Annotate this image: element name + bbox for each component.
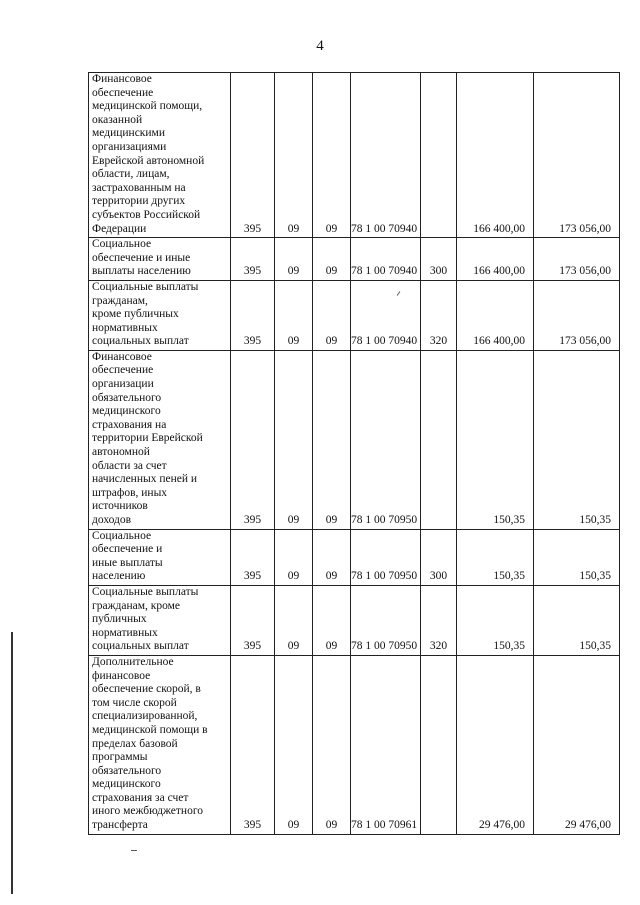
table-row <box>89 238 620 281</box>
cell-rz: 09 <box>275 73 313 238</box>
cell-pr: 09 <box>313 585 351 655</box>
cell-vr <box>421 73 457 238</box>
row-name: Социальное обеспечение и иные выплаты населению <box>89 529 231 585</box>
cell-csr: 78 1 00 70961 <box>351 655 421 834</box>
cell-rz: 09 <box>275 238 313 281</box>
cell-pr: 09 <box>313 280 351 350</box>
budget-table <box>88 72 620 835</box>
cell-vr: 300 <box>421 529 457 585</box>
cell-ved: 395 <box>231 655 275 834</box>
cell-ved: 395 <box>231 585 275 655</box>
cell-pr: 09 <box>313 238 351 281</box>
table-row <box>89 73 620 238</box>
cell-vr: 320 <box>421 280 457 350</box>
cell-vr <box>421 655 457 834</box>
cell-pr: 09 <box>313 529 351 585</box>
cell-ved: 395 <box>231 529 275 585</box>
cell-sum-1: 29 476,00 <box>457 655 534 834</box>
cell-ved: 395 <box>231 73 275 238</box>
cell-vr: 300 <box>421 238 457 281</box>
table-row <box>89 585 620 655</box>
table-body <box>89 73 620 835</box>
cell-sum-2: 150,35 <box>534 350 620 529</box>
cell-rz: 09 <box>275 655 313 834</box>
cell-csr: 78 1 00 70940 <box>351 73 421 238</box>
table-row <box>89 280 620 350</box>
row-name: Социальные выплаты гражданам, кроме публичных нормативных социальных выплат <box>89 280 231 350</box>
cell-sum-2: 150,35 <box>534 529 620 585</box>
cell-sum-1: 166 400,00 <box>457 280 534 350</box>
cell-rz: 09 <box>275 350 313 529</box>
cell-csr: 78 1 00 70950 <box>351 585 421 655</box>
cell-sum-1: 166 400,00 <box>457 73 534 238</box>
table-row <box>89 529 620 585</box>
row-name: Финансовое обеспечение организации обязательного медицинского страхования на территории Еврейской автономной области за счет начисленных пеней и штрафов, иных источников доходов <box>89 350 231 529</box>
cell-sum-1: 150,35 <box>457 529 534 585</box>
page-number: 4 <box>316 38 324 54</box>
table-row <box>89 655 620 834</box>
cell-ved: 395 <box>231 280 275 350</box>
cell-sum-2: 173 056,00 <box>534 280 620 350</box>
cell-rz: 09 <box>275 585 313 655</box>
cell-rz: 09 <box>275 280 313 350</box>
cell-ved: 395 <box>231 350 275 529</box>
cell-sum-1: 150,35 <box>457 585 534 655</box>
cell-sum-2: 150,35 <box>534 585 620 655</box>
cell-vr: 320 <box>421 585 457 655</box>
cell-csr: 78 1 00 70940 <box>351 280 421 350</box>
cell-pr: 09 <box>313 350 351 529</box>
cell-sum-2: 173 056,00 <box>534 238 620 281</box>
row-name: Финансовое обеспечение медицинской помощи, оказанной медицинскими организациями Еврейской автономной области, лицам, застрахованным на территории других субъектов Российской Федерации <box>89 73 231 238</box>
cell-ved: 395 <box>231 238 275 281</box>
cell-sum-2: 173 056,00 <box>534 73 620 238</box>
cell-pr: 09 <box>313 655 351 834</box>
cell-sum-1: 150,35 <box>457 350 534 529</box>
cell-pr: 09 <box>313 73 351 238</box>
cell-csr: 78 1 00 70950 <box>351 350 421 529</box>
row-name: Дополнительное финансовое обеспечение скорой, в том числе скорой специализированной, медицинской помощи в пределах базовой программы обязательного медицинского страхования за счет иного межбюджетного трансферта <box>89 655 231 834</box>
stray-mark <box>131 850 137 851</box>
row-name: Социальное обеспечение и иные выплаты населению <box>89 238 231 281</box>
cell-csr: 78 1 00 70940 <box>351 238 421 281</box>
row-name: Социальные выплаты гражданам, кроме публичных нормативных социальных выплат <box>89 585 231 655</box>
cell-csr: 78 1 00 70950 <box>351 529 421 585</box>
cell-sum-2: 29 476,00 <box>534 655 620 834</box>
margin-line <box>11 632 13 894</box>
table-row <box>89 350 620 529</box>
cell-vr <box>421 350 457 529</box>
cell-rz: 09 <box>275 529 313 585</box>
cell-sum-1: 166 400,00 <box>457 238 534 281</box>
